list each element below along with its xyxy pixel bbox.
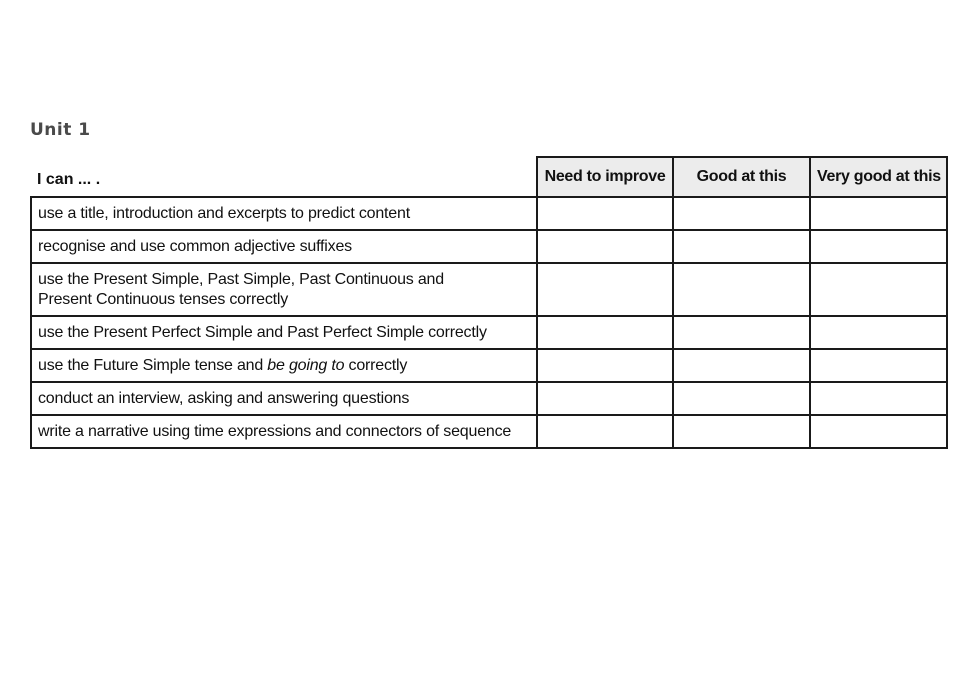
very-good-at-this-cell[interactable]: [810, 382, 947, 415]
skill-description: use the Present Perfect Simple and Past Perfect Simple correctly: [31, 316, 537, 349]
table-row: [31, 349, 947, 382]
good-at-this-cell[interactable]: [673, 197, 810, 230]
very-good-at-this-cell[interactable]: [810, 230, 947, 263]
skill-description-after: correctly: [344, 356, 408, 374]
good-at-this-cell[interactable]: [673, 349, 810, 382]
skill-description-before: use the Future Simple tense and: [38, 356, 268, 374]
good-at-this-header: Good at this: [673, 157, 810, 197]
skill-description: write a narrative using time expressions and connectors of sequence: [31, 415, 537, 448]
self-assessment-table: [30, 156, 948, 449]
skill-description: [31, 349, 537, 382]
good-at-this-cell[interactable]: [673, 316, 810, 349]
need-to-improve-header: Need to improve: [537, 157, 673, 197]
very-good-at-this-cell[interactable]: [810, 263, 947, 316]
table-row: [31, 382, 947, 415]
unit-title: Unit 1: [30, 120, 91, 140]
skill-description-line-2: Present Continuous tenses correctly: [38, 290, 289, 308]
good-at-this-cell[interactable]: [673, 263, 810, 316]
very-good-at-this-cell[interactable]: [810, 316, 947, 349]
skill-description: recognise and use common adjective suffixes: [31, 230, 537, 263]
very-good-at-this-cell[interactable]: [810, 415, 947, 448]
good-at-this-cell[interactable]: [673, 230, 810, 263]
good-at-this-cell[interactable]: [673, 415, 810, 448]
skill-description: [31, 263, 537, 316]
need-to-improve-cell[interactable]: [537, 415, 673, 448]
need-to-improve-cell[interactable]: [537, 230, 673, 263]
table-row: [31, 197, 947, 230]
need-to-improve-cell[interactable]: [537, 263, 673, 316]
skill-description: use a title, introduction and excerpts to predict content: [31, 197, 537, 230]
i-can-header: I can ... .: [31, 157, 537, 197]
skill-description: conduct an interview, asking and answering questions: [31, 382, 537, 415]
need-to-improve-cell[interactable]: [537, 197, 673, 230]
need-to-improve-cell[interactable]: [537, 316, 673, 349]
good-at-this-cell[interactable]: [673, 382, 810, 415]
need-to-improve-cell[interactable]: [537, 349, 673, 382]
very-good-at-this-cell[interactable]: [810, 197, 947, 230]
header-row: [31, 157, 947, 197]
skill-description-line-1: use the Present Simple, Past Simple, Past Continuous and: [38, 270, 444, 288]
very-good-at-this-cell[interactable]: [810, 349, 947, 382]
table-row: [31, 263, 947, 316]
skill-description-italic: be going to: [267, 356, 345, 374]
need-to-improve-cell[interactable]: [537, 382, 673, 415]
very-good-at-this-header: Very good at this: [810, 157, 947, 197]
table-row: [31, 316, 947, 349]
table-row: [31, 415, 947, 448]
table-row: [31, 230, 947, 263]
